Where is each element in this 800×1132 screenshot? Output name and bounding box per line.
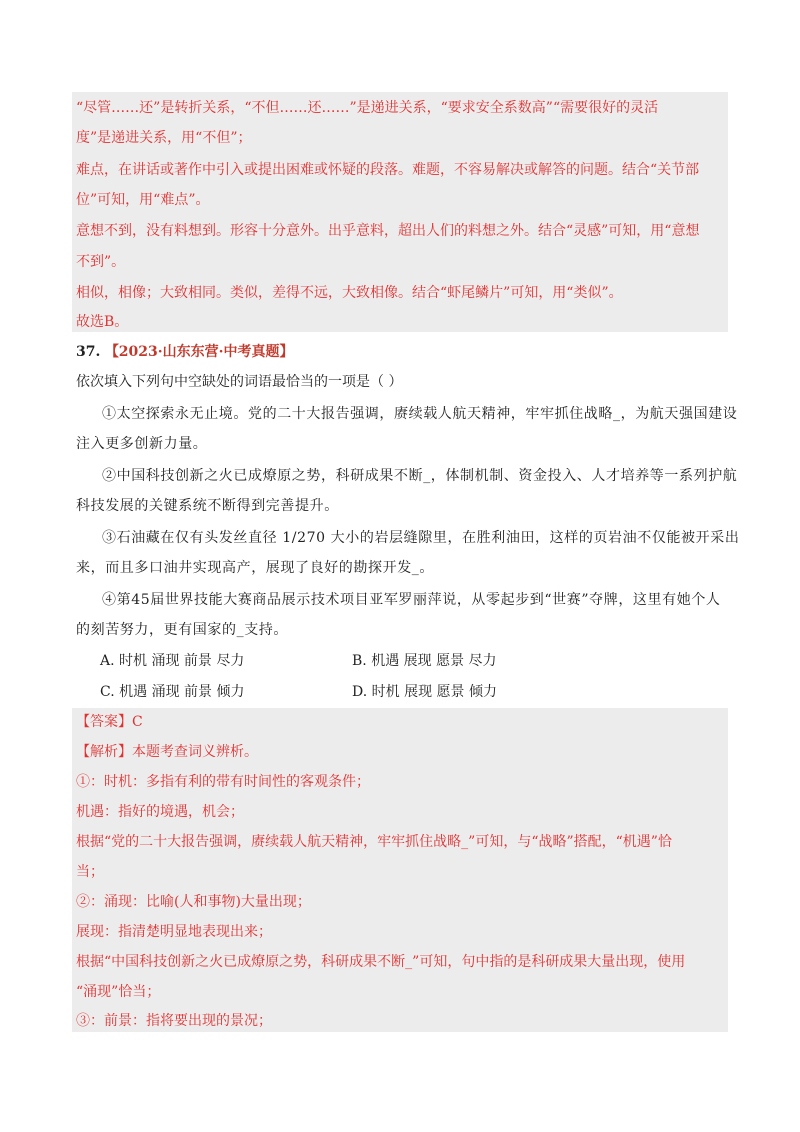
question-stem: 依次填入下列句中空缺处的词语最恰当的一项是（ ）	[76, 374, 403, 390]
analysis-line: ③：前景：指将要出现的景况；	[76, 1013, 272, 1029]
analysis-line: 机遇：指好的境遇，机会；	[76, 804, 244, 820]
explanation-line: 不到”。	[76, 254, 126, 270]
sentence-line: 科技发展的关键系统不断得到完善提升。	[76, 498, 339, 514]
sentence-line: 的刻苦努力，更有国家的_支持。	[76, 622, 288, 638]
explanation-line: 故选B。	[76, 314, 129, 330]
analysis-line: ②：涌现：比喻(人和事物)大量出现；	[76, 894, 311, 910]
question-number: 37.	[76, 344, 101, 360]
analysis-line: 根据“中国科技创新之火已成燎原之势，科研成果不断_”可知，句中指的是科研成果大量出现，使用	[76, 954, 686, 970]
explanation-line: 位”可知，用“难点”。	[76, 192, 210, 208]
question-source: 【2023·山东东营·中考真题】	[104, 344, 294, 360]
option-c: C. 机遇 涌现 前景 倾力	[100, 684, 245, 700]
sentence-line: ④第45届世界技能大赛商品展示技术项目亚军罗丽萍说，从零起步到“世赛”夺牌，这里有她个人	[102, 592, 721, 608]
analysis-line: 【解析】本题考查词义辨析。	[76, 744, 258, 760]
answer-line: 【答案】C	[76, 714, 143, 730]
option-d: D. 时机 展现 愿景 倾力	[352, 684, 497, 700]
analysis-line: 展现：指清楚明显地表现出来；	[76, 924, 272, 940]
explanation-line: 意想不到，没有料想到。形容十分意外。出乎意料，超出人们的料想之外。结合“灵感”可知，用“意想	[76, 223, 700, 239]
analysis-line: 当；	[76, 864, 104, 880]
sentence-line: ①太空探索永无止境。党的二十大报告强调，赓续载人航天精神，牢牢抓住战略_，为航天强国建设	[102, 406, 738, 422]
explanation-line: “尽管……还”是转折关系，“不但……还……”是递进关系，“要求安全系数高”“需要很好的灵活	[76, 100, 659, 116]
sentence-line: ③石油藏在仅有头发丝直径 1/270 大小的岩层缝隙里，在胜利油田，这样的页岩油不仅能被开采出	[102, 530, 740, 546]
explanation-line: 度”是递进关系，用“不但”；	[76, 130, 252, 146]
option-b: B. 机遇 展现 愿景 尽力	[352, 653, 497, 669]
sentence-line: 来，而且多口油井实现高产，展现了良好的勘探开发_。	[76, 560, 434, 576]
analysis-line: ①：时机：多指有利的带有时间性的客观条件；	[76, 774, 370, 790]
sentence-line: ②中国科技创新之火已成燎原之势，科研成果不断_，体制机制、资金投入、人才培养等一系列护航	[102, 468, 738, 484]
explanation-line: 相似，相像；大致相同。类似，差得不远，大致相像。结合“虾尾鳞片”可知，用“类似”。	[76, 285, 623, 301]
explanation-line: 难点，在讲话或著作中引入或提出困难或怀疑的段落。难题，不容易解决或解答的问题。结合“关节部	[76, 162, 700, 178]
question-header	[76, 342, 294, 362]
sentence-line: 注入更多创新力量。	[76, 436, 208, 452]
analysis-line: 根据“党的二十大报告强调，赓续载人航天精神，牢牢抓住战略_”可知，与“战略”搭配，“机遇”恰	[76, 834, 672, 850]
option-a: A. 时机 涌现 前景 尽力	[100, 653, 245, 669]
analysis-line: “涌现”恰当；	[76, 984, 161, 1000]
